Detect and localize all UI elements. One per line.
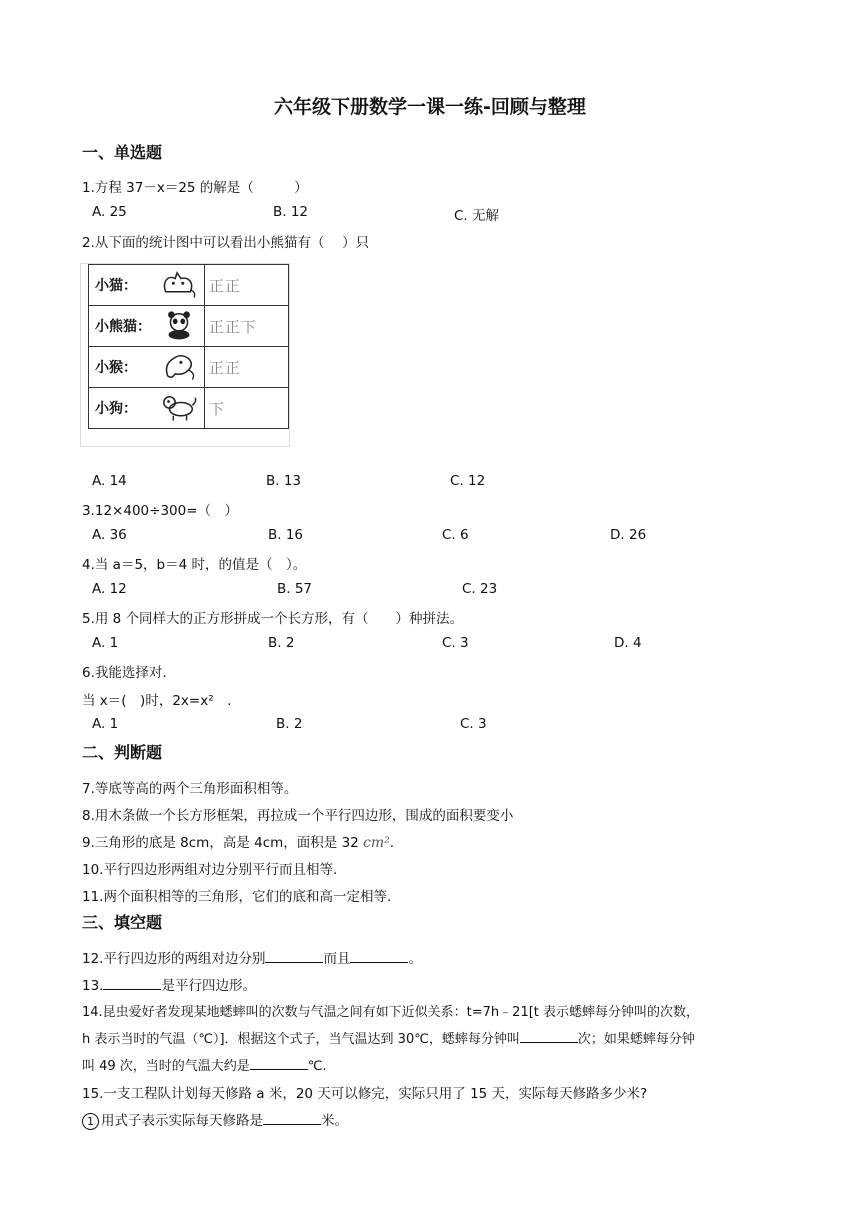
option-b: B. 2 bbox=[276, 716, 303, 732]
question-1: 1.方程 37－x＝25 的解是（ ） bbox=[82, 180, 308, 196]
question-14-line-2: h 表示当时的气温（℃）]．根据这个式子，当气温达到 30℃，蟋蟀每分钟叫 次；如果蟋蟀每分钟 bbox=[82, 1032, 695, 1047]
tally-animal-cell bbox=[89, 347, 205, 388]
option-b: B. 13 bbox=[266, 473, 302, 489]
tally-marks: 正正 bbox=[204, 265, 288, 306]
option-c: C. 23 bbox=[462, 581, 498, 597]
tally-row bbox=[89, 388, 289, 429]
option-b: B. 16 bbox=[268, 527, 304, 543]
question-11: 11.两个面积相等的三角形，它们的底和高一定相等. bbox=[82, 889, 392, 905]
tally-marks: 下 bbox=[204, 388, 288, 429]
question-15-part-1: 1 用式子表示实际每天修路是 米。 bbox=[82, 1109, 348, 1130]
answer-blank[interactable] bbox=[263, 1112, 321, 1125]
tally-animal-cell bbox=[89, 306, 205, 347]
tally-marks: 正正下 bbox=[204, 306, 288, 347]
panda-icon bbox=[160, 310, 198, 342]
section-heading-fill-in: 三、填空题 bbox=[82, 913, 163, 932]
question-6-condition: 当 x＝( )时，2x=x² . bbox=[82, 693, 232, 709]
question-4: 4.当 a＝5，b＝4 时，的值是（ ）。 bbox=[82, 557, 307, 573]
question-13: 13. 是平行四边形。 bbox=[82, 978, 256, 994]
option-c: C. 12 bbox=[450, 473, 486, 489]
question-8: 8.用木条做一个长方形框架，再拉成一个平行四边形，围成的面积要变小 bbox=[82, 808, 514, 824]
question-2: 2.从下面的统计图中可以看出小熊猫有（ ）只 bbox=[82, 235, 370, 251]
option-a: A. 25 bbox=[92, 204, 127, 220]
answer-blank[interactable] bbox=[350, 950, 408, 963]
option-d: D. 4 bbox=[614, 635, 642, 651]
tally-animal-name: 小猴： bbox=[95, 360, 137, 376]
question-12: 12.平行四边形的两组对边分别 而且 。 bbox=[82, 951, 422, 967]
tally-animal-cell bbox=[89, 388, 205, 429]
tally-chart bbox=[80, 263, 290, 447]
question-15: 15.一支工程队计划每天修路 a 米，20 天可以修完，实际只用了 15 天，实际每天修路多少米? bbox=[82, 1086, 648, 1102]
question-14-line-1: 14.昆虫爱好者发现某地蟋蟀叫的次数与气温之间有如下近似关系：t=7h﹣21[t 表示蟋蟀每分钟叫的次数， bbox=[82, 1005, 700, 1020]
tally-animal-cell bbox=[89, 265, 205, 306]
option-a: A. 1 bbox=[92, 635, 119, 651]
question-3: 3.12×400÷300=（ ） bbox=[82, 503, 239, 519]
tally-row bbox=[89, 347, 289, 388]
question-14-line-3: 叫 49 次，当时的气温大约是 ℃. bbox=[82, 1059, 327, 1074]
option-b: B. 57 bbox=[277, 581, 313, 597]
answer-blank[interactable] bbox=[250, 1057, 308, 1070]
section-heading-single-choice: 一、单选题 bbox=[82, 143, 163, 162]
tally-animal-name: 小熊猫： bbox=[95, 319, 151, 335]
tally-row bbox=[89, 306, 289, 347]
option-c: C. 3 bbox=[460, 716, 487, 732]
dog-icon bbox=[160, 392, 198, 424]
cat-icon bbox=[160, 269, 198, 301]
unit-cm2: cm² bbox=[363, 835, 390, 851]
option-c: C. 6 bbox=[442, 527, 469, 543]
question-9: 9.三角形的底是 8cm，高是 4cm，面积是 32 cm². bbox=[82, 835, 395, 851]
question-6: 6.我能选择对. bbox=[82, 665, 167, 681]
option-a: A. 36 bbox=[92, 527, 127, 543]
tally-row bbox=[89, 265, 289, 306]
option-a: A. 14 bbox=[92, 473, 127, 489]
answer-blank[interactable] bbox=[265, 950, 323, 963]
answer-blank[interactable] bbox=[520, 1030, 578, 1043]
circled-number: 1 bbox=[82, 1113, 99, 1130]
page-title: 六年级下册数学一课一练-回顾与整理 bbox=[274, 96, 586, 118]
tally-animal-name: 小狗： bbox=[95, 401, 137, 417]
option-a: A. 12 bbox=[92, 581, 127, 597]
option-d: D. 26 bbox=[610, 527, 647, 543]
tally-table bbox=[88, 264, 289, 429]
question-7: 7.等底等高的两个三角形面积相等。 bbox=[82, 781, 298, 797]
tally-marks: 正正 bbox=[204, 347, 288, 388]
question-10: 10.平行四边形两组对边分别平行而且相等. bbox=[82, 862, 338, 878]
tally-animal-name: 小猫： bbox=[95, 278, 137, 294]
option-c: C. 3 bbox=[442, 635, 469, 651]
option-b: B. 2 bbox=[268, 635, 295, 651]
monkey-icon bbox=[160, 351, 198, 383]
section-heading-true-false: 二、判断题 bbox=[82, 743, 163, 762]
option-b: B. 12 bbox=[273, 204, 309, 220]
answer-blank[interactable] bbox=[103, 977, 161, 990]
option-a: A. 1 bbox=[92, 716, 119, 732]
option-c: C. 无解 bbox=[454, 208, 500, 224]
question-5: 5.用 8 个同样大的正方形拼成一个长方形，有（ ）种拼法。 bbox=[82, 611, 464, 627]
